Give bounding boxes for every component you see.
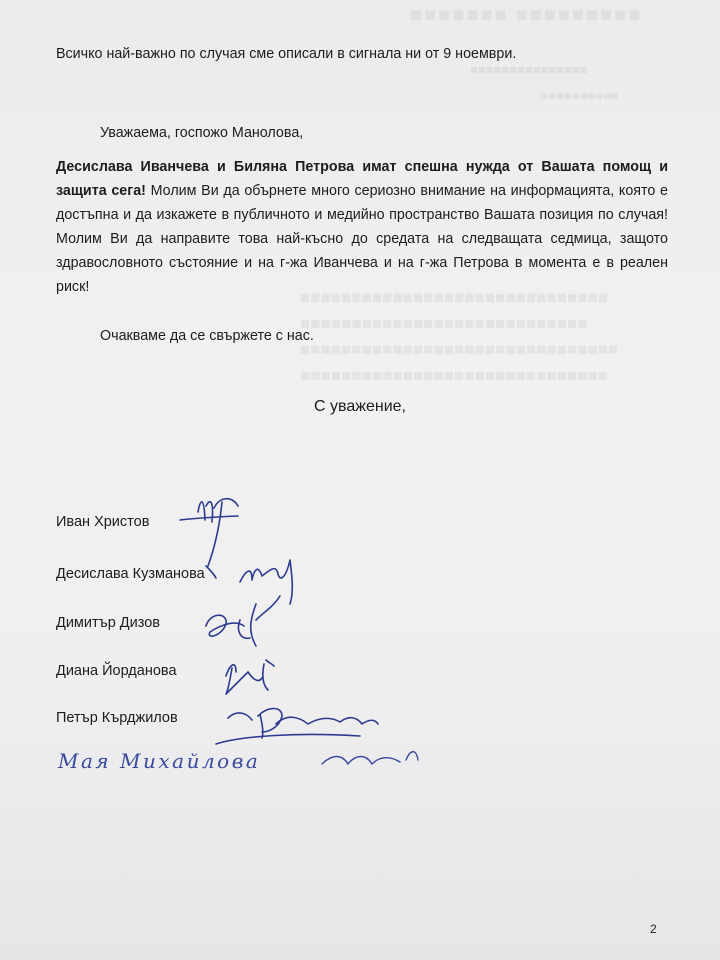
signatory-name: Иван Христов [56,514,150,530]
body-bold-text: Десислава Иванчева и Биляна Петрова имат спешна нужда от Вашата помощ и защита сега! [56,159,668,199]
bleed-through-text: ■■■■■■■ ■■■■■■■■■ [410,4,643,26]
closing-line: Очакваме да се свържете с нас. [100,328,314,344]
intro-line: Всичко най-важно по случая сме описали в сигнала ни от 9 ноември. [56,46,517,62]
body-regular-text: Молим Ви да обърнете много сериозно внимание на информацията, която е достъпна и да изкажете в публичното и медийно пространство Вашата позиция по случая! Молим Ви да направите това най-късно до средата на следващата седмица, защото здравословното състояние и на г-жа Иванчева и на г-жа Петрова в момента е в реален риск! [56,183,668,295]
bleed-through-text: ■■■■■■■■■■■■■■■■■■■■■■■■■■■■■■ ■■■■■■■■■■■■■■■■■■■■■■■■■■■■ ■■■■■■■■■■■■■■■■■■■■■■■■■■■■■■■ ■■■■■■■■■■■■■■■■■■■■■■■■■■■■■■ [300,288,619,385]
signature-1 [180,499,238,578]
signatory-name: Диана Йорданова [56,663,177,679]
signature-3 [206,596,280,646]
signature-4 [226,660,274,694]
signature-2 [240,560,292,604]
signatory-name: Петър Кърджилов [56,710,178,726]
signatory-name: Димитър Дизов [56,615,160,631]
handwritten-signatory [54,736,644,796]
page-number: 2 [650,922,657,936]
regards-line: С уважение, [314,398,406,415]
bleed-through-text: ■■■■■■■■■■■■■■■ [470,62,588,77]
handwritten-name-text: Мая Михайлова [58,749,261,773]
signatory-name: Десислава Кузманова [56,566,205,582]
bleed-through-text: ■■■■■■■■■■ [540,88,619,103]
salutation: Уважаема, госпожо Манолова, [100,125,304,141]
